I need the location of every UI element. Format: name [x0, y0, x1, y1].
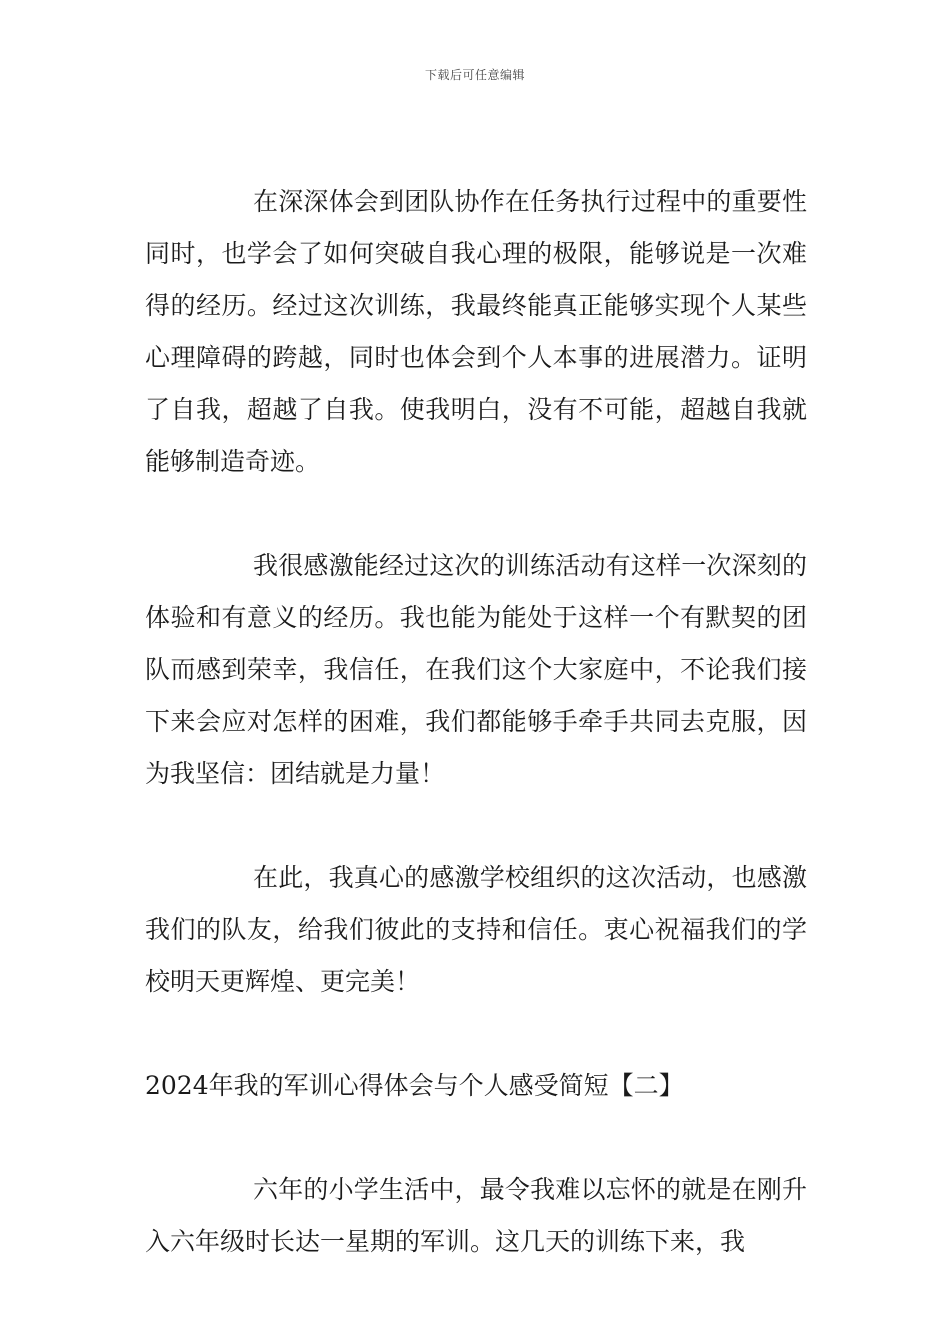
header-note: 下载后可任意编辑 — [424, 68, 525, 82]
section-title: 2024年我的军训心得体会与个人感受简短【二】 — [145, 1071, 684, 1100]
section-paragraph-1: 六年的小学生活中，最令我难以忘怀的就是在刚升入六年级时长达一星期的军训。这几天的训练下来，我 — [145, 1175, 807, 1256]
paragraph-2: 我很感激能经过这次的训练活动有这样一次深刻的体验和有意义的经历。我也能为能处于这样一个有默契的团队而感到荣幸，我信任，在我们这个大家庭中，不论我们接下来会应对怎样的困难，我们都能够手牵手共同去克服，因为我坚信：团结就是力量！ — [145, 551, 807, 788]
paragraph-1: 在深深体会到团队协作在任务执行过程中的重要性同时，也学会了如何突破自我心理的极限，能够说是一次难得的经历。经过这次训练，我最终能真正能够实现个人某些心理障碍的跨越，同时也体会到个人本事的进展潜力。证明了自我，超越了自我。使我明白，没有不可能，超越自我就能够制造奇迹。 — [145, 187, 807, 476]
paragraph-3: 在此，我真心的感激学校组织的这次活动，也感激我们的队友，给我们彼此的支持和信任。衷心祝福我们的学校明天更辉煌、更完美！ — [145, 863, 807, 996]
document-body — [145, 176, 807, 1268]
